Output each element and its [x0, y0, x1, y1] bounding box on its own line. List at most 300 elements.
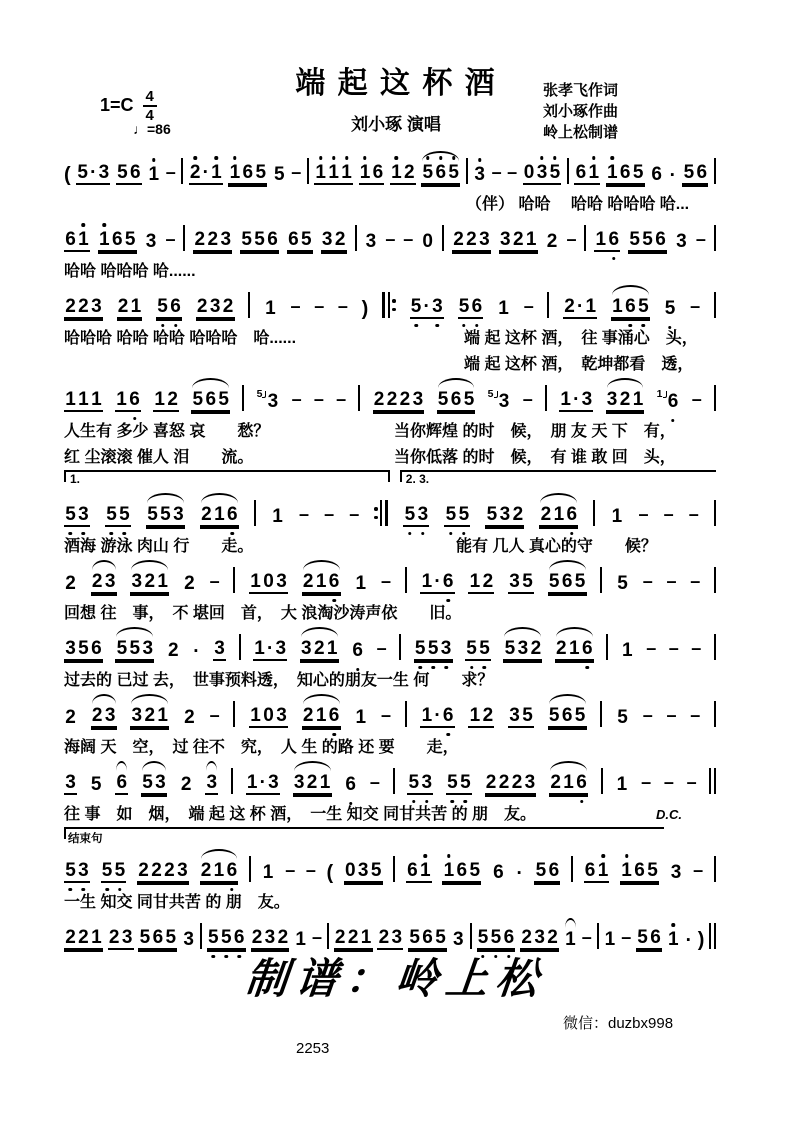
note-digit: 3: [524, 772, 536, 793]
augmentation-dot: ·: [267, 638, 274, 659]
octave-dot-high: [82, 223, 86, 227]
octave-dot-high: [103, 223, 107, 227]
dash-prolong: –: [690, 296, 701, 316]
dash-prolong: –: [666, 705, 677, 725]
note-group: [359, 163, 385, 185]
note-digit: 1: [563, 772, 574, 793]
note-digit: 3: [473, 165, 486, 184]
barline-stroke: [714, 701, 716, 727]
note-group: [410, 297, 444, 319]
note-digit: 3: [104, 571, 116, 592]
lyric-line: [64, 889, 716, 909]
note-digit: 0: [344, 860, 356, 881]
note-digit: 2: [184, 573, 195, 594]
note-digit: 5: [116, 638, 128, 659]
notation-line: [64, 765, 716, 795]
note-digit: 6: [442, 706, 455, 725]
octave-dot-high: [672, 923, 676, 927]
barline: [600, 567, 602, 594]
dash-prolong: –: [642, 705, 653, 725]
note-digit: 1: [250, 571, 261, 592]
note-digit: 5: [254, 229, 265, 250]
octave-dot-high: [611, 156, 615, 160]
note-digit: 2: [200, 860, 212, 881]
note-group: [116, 163, 142, 185]
note-digit: 3: [412, 389, 424, 410]
note-digit: 6: [288, 229, 299, 250]
note-digit: 5: [273, 164, 285, 185]
note-digit: 5: [522, 571, 533, 592]
note-digit: 3: [142, 638, 154, 659]
dash-prolong: –: [688, 504, 699, 524]
barline-stroke: [183, 225, 185, 251]
note-group: [452, 230, 491, 252]
augmentation-dot: ·: [577, 296, 584, 317]
parenthesis: (: [326, 862, 334, 884]
note-digit: 2: [550, 772, 561, 793]
note-group: [314, 163, 353, 185]
note-digit: 5: [504, 638, 516, 659]
note-digit: 3: [276, 705, 287, 726]
note-digit: 3: [275, 638, 287, 659]
note-digit: 5: [301, 229, 312, 250]
note-digit: 3: [536, 163, 549, 182]
note-digit: 5: [142, 772, 153, 793]
note-digit: 1: [560, 389, 571, 410]
note-digit: 2: [277, 927, 289, 948]
note-digit: 6: [581, 639, 594, 658]
note-digit: 5: [207, 928, 220, 947]
dash-prolong: –: [209, 571, 220, 591]
score-system: [64, 827, 716, 909]
note-digit: 3: [293, 772, 305, 793]
dash-prolong: –: [290, 296, 301, 316]
note-digit: 5: [421, 163, 434, 182]
lyric-segment: 红 尘滚滚 催人 泪 流。: [64, 449, 254, 466]
note-digit: 1: [157, 571, 168, 592]
lyric-segment: 回想 往 事， 不 堪回 首， 大 浪淘沙涛声依 旧。: [64, 605, 462, 622]
note-digit: 6: [226, 505, 239, 524]
note-digit: 2: [207, 229, 219, 250]
note-digit: 3: [214, 638, 225, 659]
note-digit: 5: [403, 505, 416, 524]
note-digit: 3: [77, 861, 90, 880]
barline: [545, 385, 547, 412]
volta-1-bracket: [64, 470, 390, 486]
note-digit: 5: [574, 705, 586, 726]
note-group: [146, 505, 185, 527]
note-digit: 2: [167, 389, 178, 410]
note-digit: 5: [574, 571, 586, 592]
octave-dot-high: [395, 156, 399, 160]
augmentation-dot: ·: [669, 165, 676, 186]
volta-row: [64, 470, 716, 486]
note-group: [90, 775, 103, 795]
note-digit: 1: [632, 389, 644, 410]
barline: [714, 856, 716, 883]
note-digit: 3: [670, 862, 682, 883]
dash-prolong: –: [522, 389, 533, 409]
note-group: [130, 706, 169, 728]
barline: [714, 385, 716, 412]
barline-stroke: [382, 292, 386, 318]
barline-stroke: [714, 567, 716, 593]
end-repeat-barline: [374, 500, 388, 527]
note-digit: 2: [511, 772, 523, 793]
note-digit: 5: [477, 928, 490, 947]
note-group: [390, 163, 416, 185]
note-digit: 6: [116, 772, 128, 793]
note-group: [620, 861, 659, 883]
dash-prolong: –: [209, 705, 220, 725]
barline: [547, 292, 549, 319]
barline: [714, 567, 716, 594]
octave-dot-high: [592, 156, 596, 160]
note-digit: 5: [77, 162, 88, 183]
dash-prolong: –: [507, 162, 518, 182]
note-digit: 2: [201, 504, 212, 525]
dash-prolong: –: [693, 860, 704, 880]
score-system: [64, 155, 716, 211]
note-digit: 1: [421, 571, 433, 592]
note-digit: 2: [78, 927, 89, 948]
augmentation-dot: ·: [259, 772, 266, 793]
note-digit: 1: [116, 389, 127, 410]
note-digit: 6: [372, 162, 384, 183]
dash-prolong: –: [324, 504, 335, 524]
barline-stroke: [239, 634, 241, 660]
note-digit: 3: [155, 772, 166, 793]
notation-line: [64, 289, 716, 319]
grace-note: 5: [488, 389, 498, 400]
barline-stroke: [405, 701, 407, 727]
lyric-segment: 往 事 如 烟， 端 起 这 杯 酒， 一生 知交 同甘共苦 的 朋 友。: [64, 806, 537, 823]
note-digit: 0: [523, 162, 535, 183]
note-digit: 1: [327, 163, 340, 182]
barline: [307, 158, 309, 185]
note-digit: 2: [222, 296, 234, 317]
barline-stroke: [714, 225, 716, 251]
note-digit: 2: [334, 229, 346, 250]
note-group: [487, 388, 511, 412]
lyric-segment: 哈哈哈 哈哈 哈哈 哈哈哈 哈......: [64, 330, 297, 347]
composer-credit: 刘小琢作曲: [543, 103, 619, 120]
dc-marking: D.C.: [656, 807, 682, 822]
note-digit: 5: [459, 773, 472, 792]
note-digit: 1: [621, 640, 633, 661]
note-group: [145, 232, 158, 252]
note-group: [262, 863, 275, 883]
dash-prolong: –: [403, 229, 414, 249]
note-digit: 1: [355, 573, 367, 594]
octave-dot-high: [601, 854, 605, 858]
note-digit: 3: [581, 389, 593, 410]
note-digit: 1: [98, 230, 111, 249]
note-group: [664, 299, 677, 319]
note-digit: 1: [91, 927, 102, 948]
note-digit: 6: [344, 775, 357, 794]
barline-stroke: [385, 500, 389, 526]
note-digit: 1: [569, 638, 580, 659]
lyric-segment: 过去的 已过 去， 世事预料透， 知心的朋友一生 何 求？: [64, 672, 494, 689]
note-digit: 1: [355, 707, 367, 728]
note-digit: 5: [548, 705, 560, 726]
score-system: [64, 631, 716, 687]
note-digit: 5: [632, 162, 644, 183]
note-digit: 6: [502, 928, 515, 947]
barline-stroke: [567, 158, 569, 184]
barline: [466, 158, 468, 185]
note-digit: 6: [561, 571, 573, 592]
note-digit: 1: [91, 389, 102, 410]
augmentation-dot: ·: [573, 389, 580, 410]
dash-prolong: –: [491, 162, 502, 182]
lyric-segment: 人生有 多少 喜怒 哀 愁？: [64, 423, 270, 440]
note-digit: 2: [466, 229, 477, 250]
note-group: [147, 165, 160, 185]
note-group: [180, 775, 193, 795]
lyric-line: [64, 351, 716, 371]
note-group: [650, 165, 663, 185]
note-digit: 6: [442, 572, 455, 591]
barline-stroke: [593, 500, 595, 526]
note-digit: 2: [306, 772, 318, 793]
note-digit: 5: [457, 505, 470, 524]
dash-prolong: –: [691, 389, 702, 409]
note-digit: 5: [220, 928, 233, 947]
note-digit: 2: [144, 571, 156, 592]
note-digit: 2: [399, 389, 411, 410]
note-group: [523, 163, 562, 185]
note-group: [91, 706, 117, 728]
dash-prolong: –: [668, 638, 679, 658]
note-digit: 6: [407, 860, 418, 881]
augmentation-dot: ·: [193, 641, 200, 662]
dash-prolong: –: [666, 571, 677, 591]
octave-dot-high: [319, 156, 323, 160]
barline: [600, 701, 602, 728]
lyric-segment: （伴） 哈哈 哈哈 哈哈哈 哈...: [466, 196, 690, 213]
note-digit: 6: [493, 862, 504, 883]
note-digit: 3: [268, 772, 279, 793]
note-digit: 1: [620, 861, 633, 880]
note-digit: 3: [300, 638, 312, 659]
octave-dot-high: [424, 854, 428, 858]
note-digit: 1: [553, 504, 565, 525]
barline-stroke: [545, 385, 547, 411]
note-group: [351, 641, 364, 661]
note-digit: 5: [535, 860, 547, 881]
note-group: [300, 639, 339, 661]
note-digit: 1: [442, 861, 455, 880]
note-digit: 5: [683, 162, 695, 183]
note-digit: 1: [612, 296, 623, 317]
note-group: [101, 861, 127, 883]
augmentation-dot: ·: [202, 162, 209, 183]
note-group: [137, 861, 189, 883]
note-digit: 5: [255, 162, 267, 183]
note-digit: 5: [548, 163, 561, 182]
repeat-dots: [392, 299, 396, 311]
note-digit: 6: [619, 162, 631, 183]
note-group: [302, 706, 341, 728]
note-digit: 1: [250, 705, 261, 726]
note-digit: 6: [169, 297, 182, 316]
note-digit: 1: [469, 571, 481, 592]
note-digit: 1: [421, 705, 433, 726]
barline: [606, 634, 608, 661]
note-digit: 5: [139, 927, 151, 948]
note-digit: 5: [218, 389, 229, 410]
note-group: [549, 773, 588, 795]
note-digit: 1: [262, 862, 274, 883]
note-digit: 6: [91, 638, 102, 659]
barline-stroke: [714, 385, 716, 411]
note-digit: 5: [522, 705, 533, 726]
dash-prolong: –: [299, 504, 310, 524]
note-digit: 6: [152, 927, 164, 948]
barline: [405, 567, 407, 594]
note-group: [594, 230, 620, 252]
note-digit: 2: [530, 638, 542, 659]
note-digit: 6: [561, 705, 573, 726]
note-digit: 2: [347, 927, 359, 948]
note-digit: 2: [482, 571, 494, 592]
dash-prolong: –: [642, 571, 653, 591]
wechat-contact: 微信：duzbx998: [563, 1015, 674, 1032]
note-digit: 6: [65, 229, 76, 250]
note-digit: 1: [77, 230, 90, 249]
note-digit: 6: [225, 861, 238, 880]
note-group: [682, 163, 708, 185]
note-digit: 3: [276, 571, 287, 592]
note-digit: 1: [254, 638, 265, 659]
note-digit: 3: [453, 929, 464, 950]
lyric-line: [64, 325, 716, 345]
dash-prolong: –: [314, 296, 325, 316]
note-digit: 1: [315, 571, 327, 592]
note-group: [191, 390, 230, 412]
note-digit: 1: [314, 163, 327, 182]
note-digit: 3: [77, 505, 90, 524]
note-digit: 2: [65, 296, 76, 317]
parenthesis: ): [361, 298, 369, 320]
note-group: [321, 230, 347, 252]
note-group: [373, 390, 425, 412]
score-system: [64, 222, 716, 278]
note-digit: 3: [91, 296, 102, 317]
note-digit: 3: [479, 229, 490, 250]
barline-stroke: [233, 567, 235, 593]
note-digit: 6: [667, 392, 680, 411]
note-group: [616, 708, 629, 728]
note-digit: 5: [647, 860, 658, 881]
note-digit: 5: [192, 389, 204, 410]
note-digit: 1: [359, 163, 372, 182]
note-digit: 6: [565, 505, 578, 524]
note-group: [141, 773, 167, 795]
note-group: [354, 708, 367, 728]
dash-prolong: –: [376, 638, 387, 658]
section-bracket: [64, 827, 664, 845]
note-digit: 5: [446, 773, 459, 792]
note-digit: 1: [315, 705, 327, 726]
parenthesis: (: [64, 164, 71, 186]
lyric-segment: 酒海 游泳 肉山 行 走。: [64, 538, 254, 555]
dash-prolong: –: [336, 389, 347, 409]
note-digit: 6: [351, 641, 364, 660]
note-digit: 3: [220, 229, 232, 250]
note-digit: 5: [78, 638, 89, 659]
note-digit: 5: [129, 638, 141, 659]
note-digit: 3: [173, 504, 184, 525]
note-group: [508, 706, 534, 728]
note-digit: 2: [512, 504, 524, 525]
note-digit: 3: [606, 389, 618, 410]
note-digit: 2: [302, 571, 314, 592]
note-group: [446, 773, 472, 795]
barline-stroke: [393, 856, 395, 882]
note-digit: 2: [184, 707, 195, 728]
note-digit: 2: [482, 705, 494, 726]
note-digit: 5: [637, 927, 648, 948]
note-digit: 2: [521, 927, 532, 948]
octave-dot-high: [363, 156, 367, 160]
note-digit: 3: [131, 705, 143, 726]
note-digit: 3: [431, 297, 444, 316]
note-digit: 5: [147, 504, 158, 525]
barline: [714, 158, 716, 185]
note-digit: 5: [160, 504, 171, 525]
octave-dot-high: [439, 156, 443, 160]
note-digit: 1: [265, 298, 276, 319]
note-group: [64, 574, 77, 594]
note-digit: 1: [319, 772, 331, 793]
octave-dot-high: [447, 854, 451, 858]
note-digit: 3: [209, 296, 221, 317]
note-group: [271, 507, 284, 527]
note-digit: 6: [233, 928, 246, 947]
note-digit: 3: [509, 571, 520, 592]
note-digit: 6: [470, 297, 483, 316]
note-digit: 5: [465, 639, 478, 658]
note-digit: 1: [604, 929, 616, 950]
barline: [233, 701, 235, 728]
lyricist-credit: 张孝飞作词: [543, 82, 619, 99]
note-digit: 3: [498, 391, 510, 412]
note-group: [621, 641, 634, 661]
notation-line: [64, 631, 716, 661]
octave-dot-high: [332, 156, 336, 160]
note-digit: 2: [108, 927, 120, 948]
note-group: [253, 639, 287, 661]
note-digit: 6: [205, 389, 217, 410]
note-digit: 5: [469, 860, 481, 881]
note-digit: 1: [595, 229, 607, 250]
note-digit: 2: [512, 229, 524, 250]
lyric-line: [64, 533, 716, 553]
note-digit: 3: [509, 705, 520, 726]
note-digit: 6: [584, 860, 596, 881]
note-digit: 1: [228, 163, 241, 182]
dash-prolong: –: [291, 389, 302, 409]
note-group: [115, 390, 141, 412]
barline-stroke: [601, 768, 603, 794]
note-group: [167, 641, 180, 661]
barline-stroke: [714, 292, 716, 318]
note-digit: 3: [264, 927, 276, 948]
note-digit: 6: [655, 229, 666, 250]
